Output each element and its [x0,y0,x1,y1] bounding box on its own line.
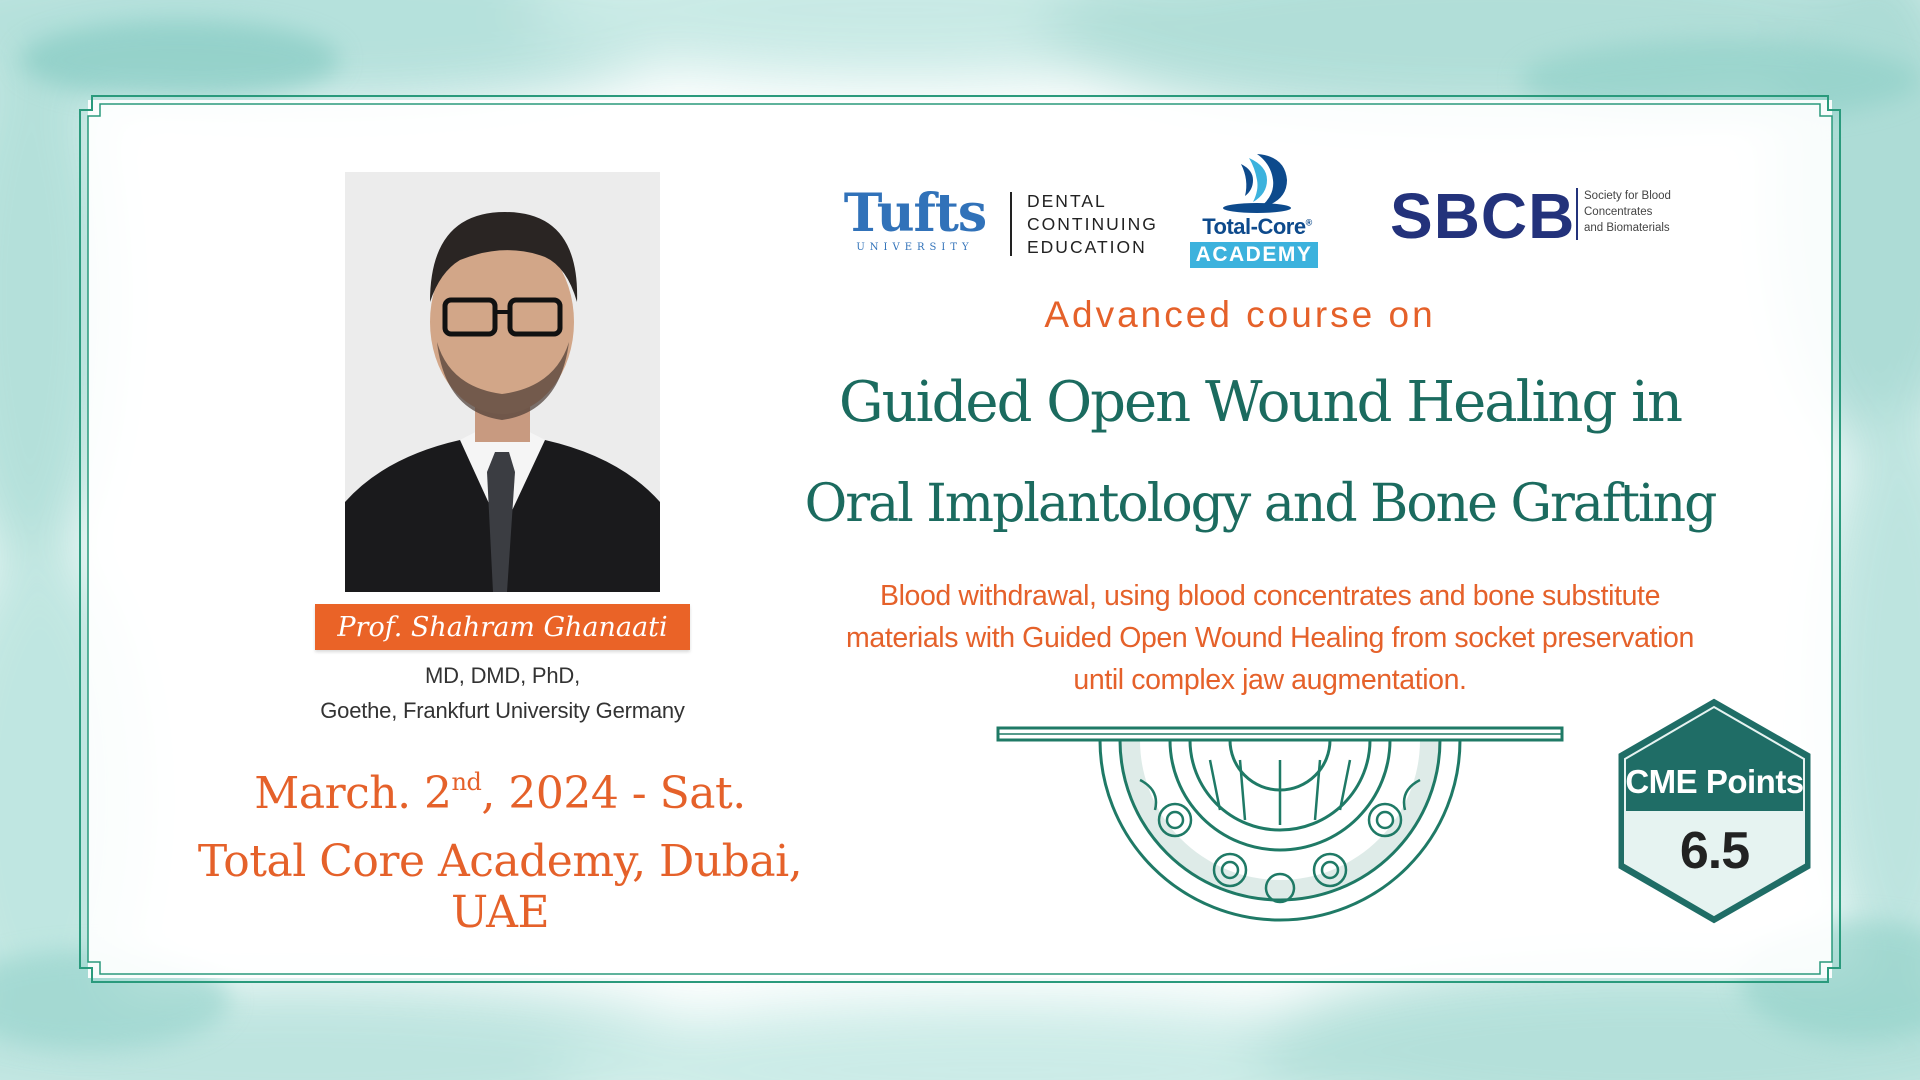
decorative-ornament-icon [990,720,1570,960]
tufts-logo [835,183,1161,262]
cme-value: 6.5 [1679,822,1750,880]
academy-label: ACADEMY [1190,242,1318,268]
total-core-academy-logo [1187,150,1357,270]
sbcb-wordmark: SBCB [1390,180,1576,252]
course-description-line-3: until complex jaw augmentation. [1073,664,1467,696]
logo-divider [1576,188,1578,240]
course-description-line-1: Blood withdrawal, using blood concentrates and bone substitute [879,580,1661,612]
sbcb-sub-line-2: Concentrates [1584,206,1653,218]
event-date-suffix: nd [451,768,482,796]
dept-line-2: CONTINUING [1027,214,1158,234]
course-title-line-2: Oral Implantology and Bone Grafting [804,474,1716,534]
cme-label: CME Points [1625,763,1804,800]
sbcb-sub-line-3: and Biomaterials [1584,222,1670,234]
event-date-main: March. 2 [254,768,452,819]
tufts-university-label: UNIVERSITY [856,242,974,253]
event-date-rest: , 2024 - Sat. [481,768,746,819]
sbcb-sub-line-1: Society for Blood [1584,190,1671,202]
event-date [150,768,850,819]
speaker-photo [345,172,660,592]
dental-continuing-education-label [1027,190,1167,259]
hexagon-badge-shape [1612,693,1817,929]
sbcb-full-name [1584,188,1694,236]
speaker-affiliation: Goethe, Frankfurt University Germany [320,698,685,723]
course-description-line-2: materials with Guided Open Wound Healing from socket preservation [846,622,1694,654]
dept-line-3: EDUCATION [1027,237,1147,257]
dept-line-1: DENTAL [1027,191,1107,211]
registered-mark: ® [1305,217,1312,228]
total-core-name: Total-Core [1202,214,1306,239]
speaker-name-badge: Prof. Shahram Ghanaati [315,604,690,650]
cme-points-badge [1612,693,1817,929]
tufts-wordmark: Tufts [843,183,987,244]
logo-divider [1010,192,1012,256]
course-pretitle: Advanced course on [1044,294,1436,335]
course-title-line-1: Guided Open Wound Healing in [838,370,1682,435]
event-venue: Total Core Academy, Dubai, UAE [197,836,803,938]
total-core-wordmark [1187,214,1327,240]
speaker-degrees: MD, DMD, PhD, [424,663,581,688]
total-core-swirl-icon [1219,150,1295,214]
sbcb-logo [1390,180,1690,264]
